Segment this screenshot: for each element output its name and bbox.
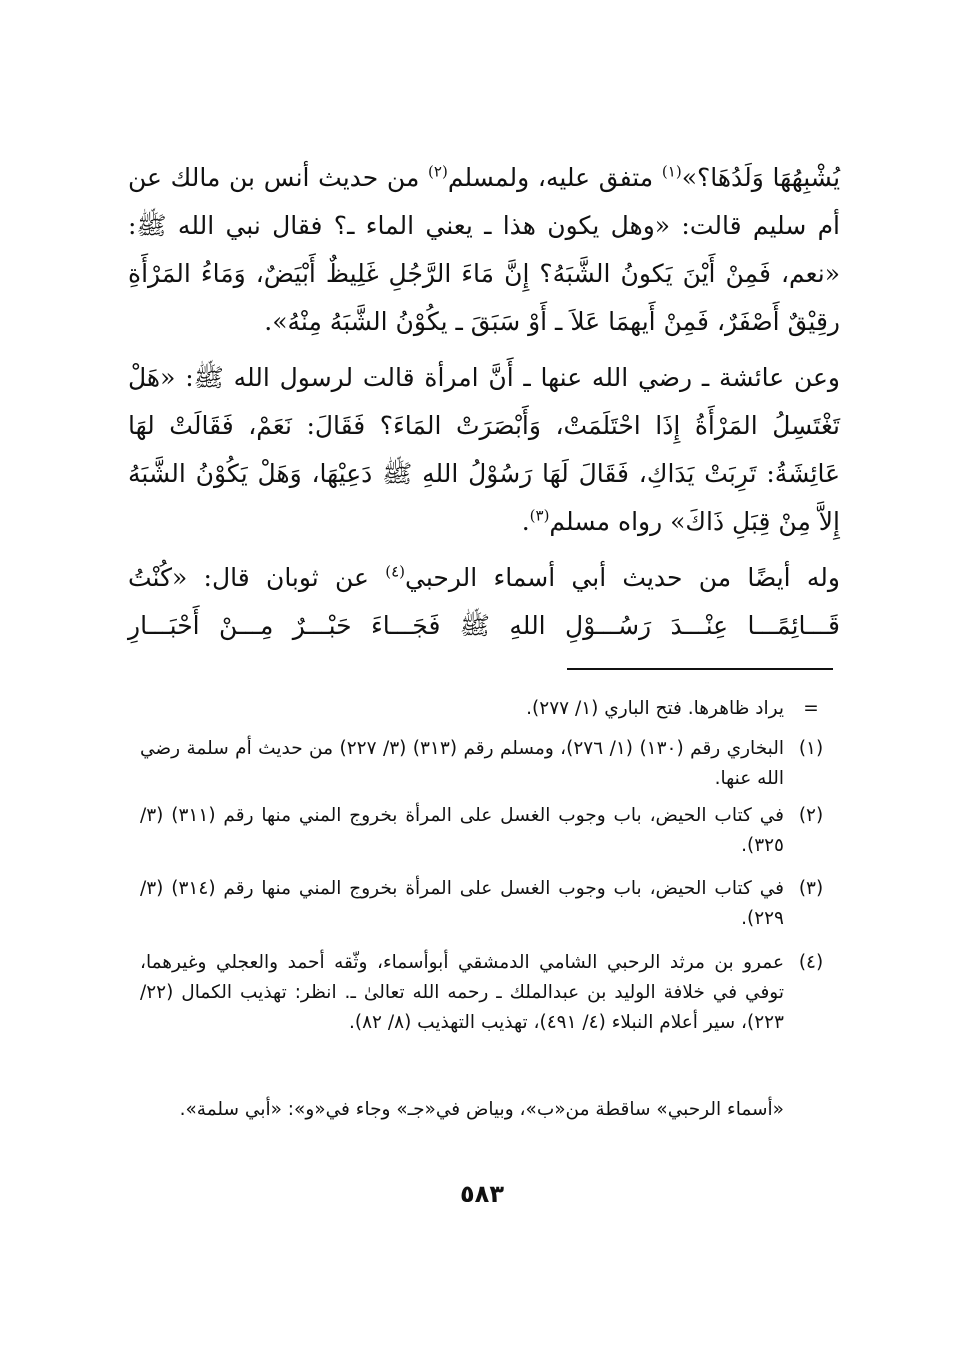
footnote-ref-4: (٤)	[385, 562, 405, 581]
footnote-text: «أسماء الرحبي» ساقطة من«ب»، وبياض في«جـ» وجاء في«و»: «أبي سلمة».	[179, 1099, 784, 1120]
footnote-ref-3: (٣)	[529, 506, 550, 525]
footnote-ref-2: (٢)	[428, 162, 448, 181]
paragraph-text: وعن عائشة ـ رضي الله عنها ـ أَنَّ امرأة قالت لرسول الله ﷺ: «هَلْ تَغْتَسِلُ المَرْأَةُ إِذَا احْتَلَمَتْ، وَأَبْصَرَتْ المَاءَ؟ فَقَالَ: نَعَمْ، فَقَالَتْ لهَا عَائِشَةُ: تَرِبَتْ يَدَاكِ، فَقَالَ لَهَا رَسُوْلُ اللهِ ﷺ دَعِيْهَا، وَهَلْ يَكُوْنُ الشَّبَهُ إِلاَّ مِنْ قِبَلِ ذَاكَ» رواه مسلم	[128, 363, 840, 536]
paragraph-hadith-aisha	[128, 354, 840, 546]
footnote-3	[140, 874, 830, 934]
footnote-text: البخاري رقم (١٣٠) (١/ ٢٧٦)، ومسلم رقم (٣١٣) (٣/ ٢٢٧) من حديث أم سلمة رضي الله عنها.	[140, 738, 784, 789]
paragraph-end: .	[521, 507, 530, 536]
paragraph-hadith-thawban	[128, 554, 840, 650]
footnote-marker: (٤)	[798, 952, 824, 973]
paragraph-text: من حديث أنس بن مالك عن أم سليم قالت: «وهل يكون هذا ـ يعني الماء ـ؟ فقال نبي الله ﷺ: «نعم، فَمِنْ أَيْنَ يَكونُ الشَّبَهُ؟ إِنَّ مَاءَ الرَّجُلِ غَلِيظٌ أَبْيَضٌ، وَمَاءُ المَرْأَةِ رقِيْقٌ أَصْفَرٌ، فَمِنْ أَيهمَا عَلاَ ـ أَوْ سَبَقَ ـ يكُوْنُ الشَّبَهُ مِنْهُ».	[128, 163, 840, 336]
footnote-marker: (٣)	[798, 878, 824, 899]
footnote-marker: =	[803, 698, 819, 719]
footnote-text: في كتاب الحيض، باب وجوب الغسل على المرأة بخروج المني منها رقم (٣١١) (٣/ ٣٢٥).	[140, 805, 784, 856]
footnote-text: في كتاب الحيض، باب وجوب الغسل على المرأة بخروج المني منها رقم (٣١٤) (٣/ ٢٢٩).	[140, 878, 784, 929]
footnote-marker: (١)	[798, 738, 824, 759]
footnote-2	[140, 801, 830, 861]
paragraph-text: متفق عليه، ولمسلم	[447, 163, 662, 192]
footnote-manuscript-note	[140, 1095, 830, 1125]
page-number: ٥٨٣	[460, 1180, 504, 1208]
footnote-text: عمرو بن مرثد الرحبي الشامي الدمشقي أبوأسماء، وثّقه أحمد والعجلي وغيرهما، توفي في خلافة الوليد بن عبدالملك ـ رحمه الله تعالىٰ ـ. انظر: تهذيب الكمال (٢٢/ ٢٢٣)، سير أعلام النبلاء (٤/ ٤٩١)، تهذيب التهذيب (٨/ ٨٢).	[140, 952, 784, 1033]
footnote-marker: (٢)	[798, 805, 824, 826]
footnote-4	[140, 948, 830, 1038]
paragraph-text: يُشْبِهُهَا وَلَدُهَا؟»	[681, 163, 841, 192]
paragraph-text: وله أيضًا من حديث أبي أسماء الرحبي	[405, 563, 840, 592]
paragraph-text: عن ثوبان قال: «كُنْتُ قَـــائِمًـــا عِنْـــدَ رَسُـــوْلِ اللهِ ﷺ فَجَـــاءَ حَبْـــرٌ مِـــنْ أَحْبَـــارِ	[128, 563, 840, 640]
footnote-separator	[567, 668, 833, 670]
footnote-ref-1: (١)	[661, 162, 682, 181]
paragraph-hadith-anas	[128, 154, 840, 346]
footnote-text: يراد ظاهرها. فتح الباري (١/ ٢٧٧).	[526, 698, 784, 719]
footnote-continuation	[140, 694, 830, 724]
footnote-1	[140, 734, 830, 794]
